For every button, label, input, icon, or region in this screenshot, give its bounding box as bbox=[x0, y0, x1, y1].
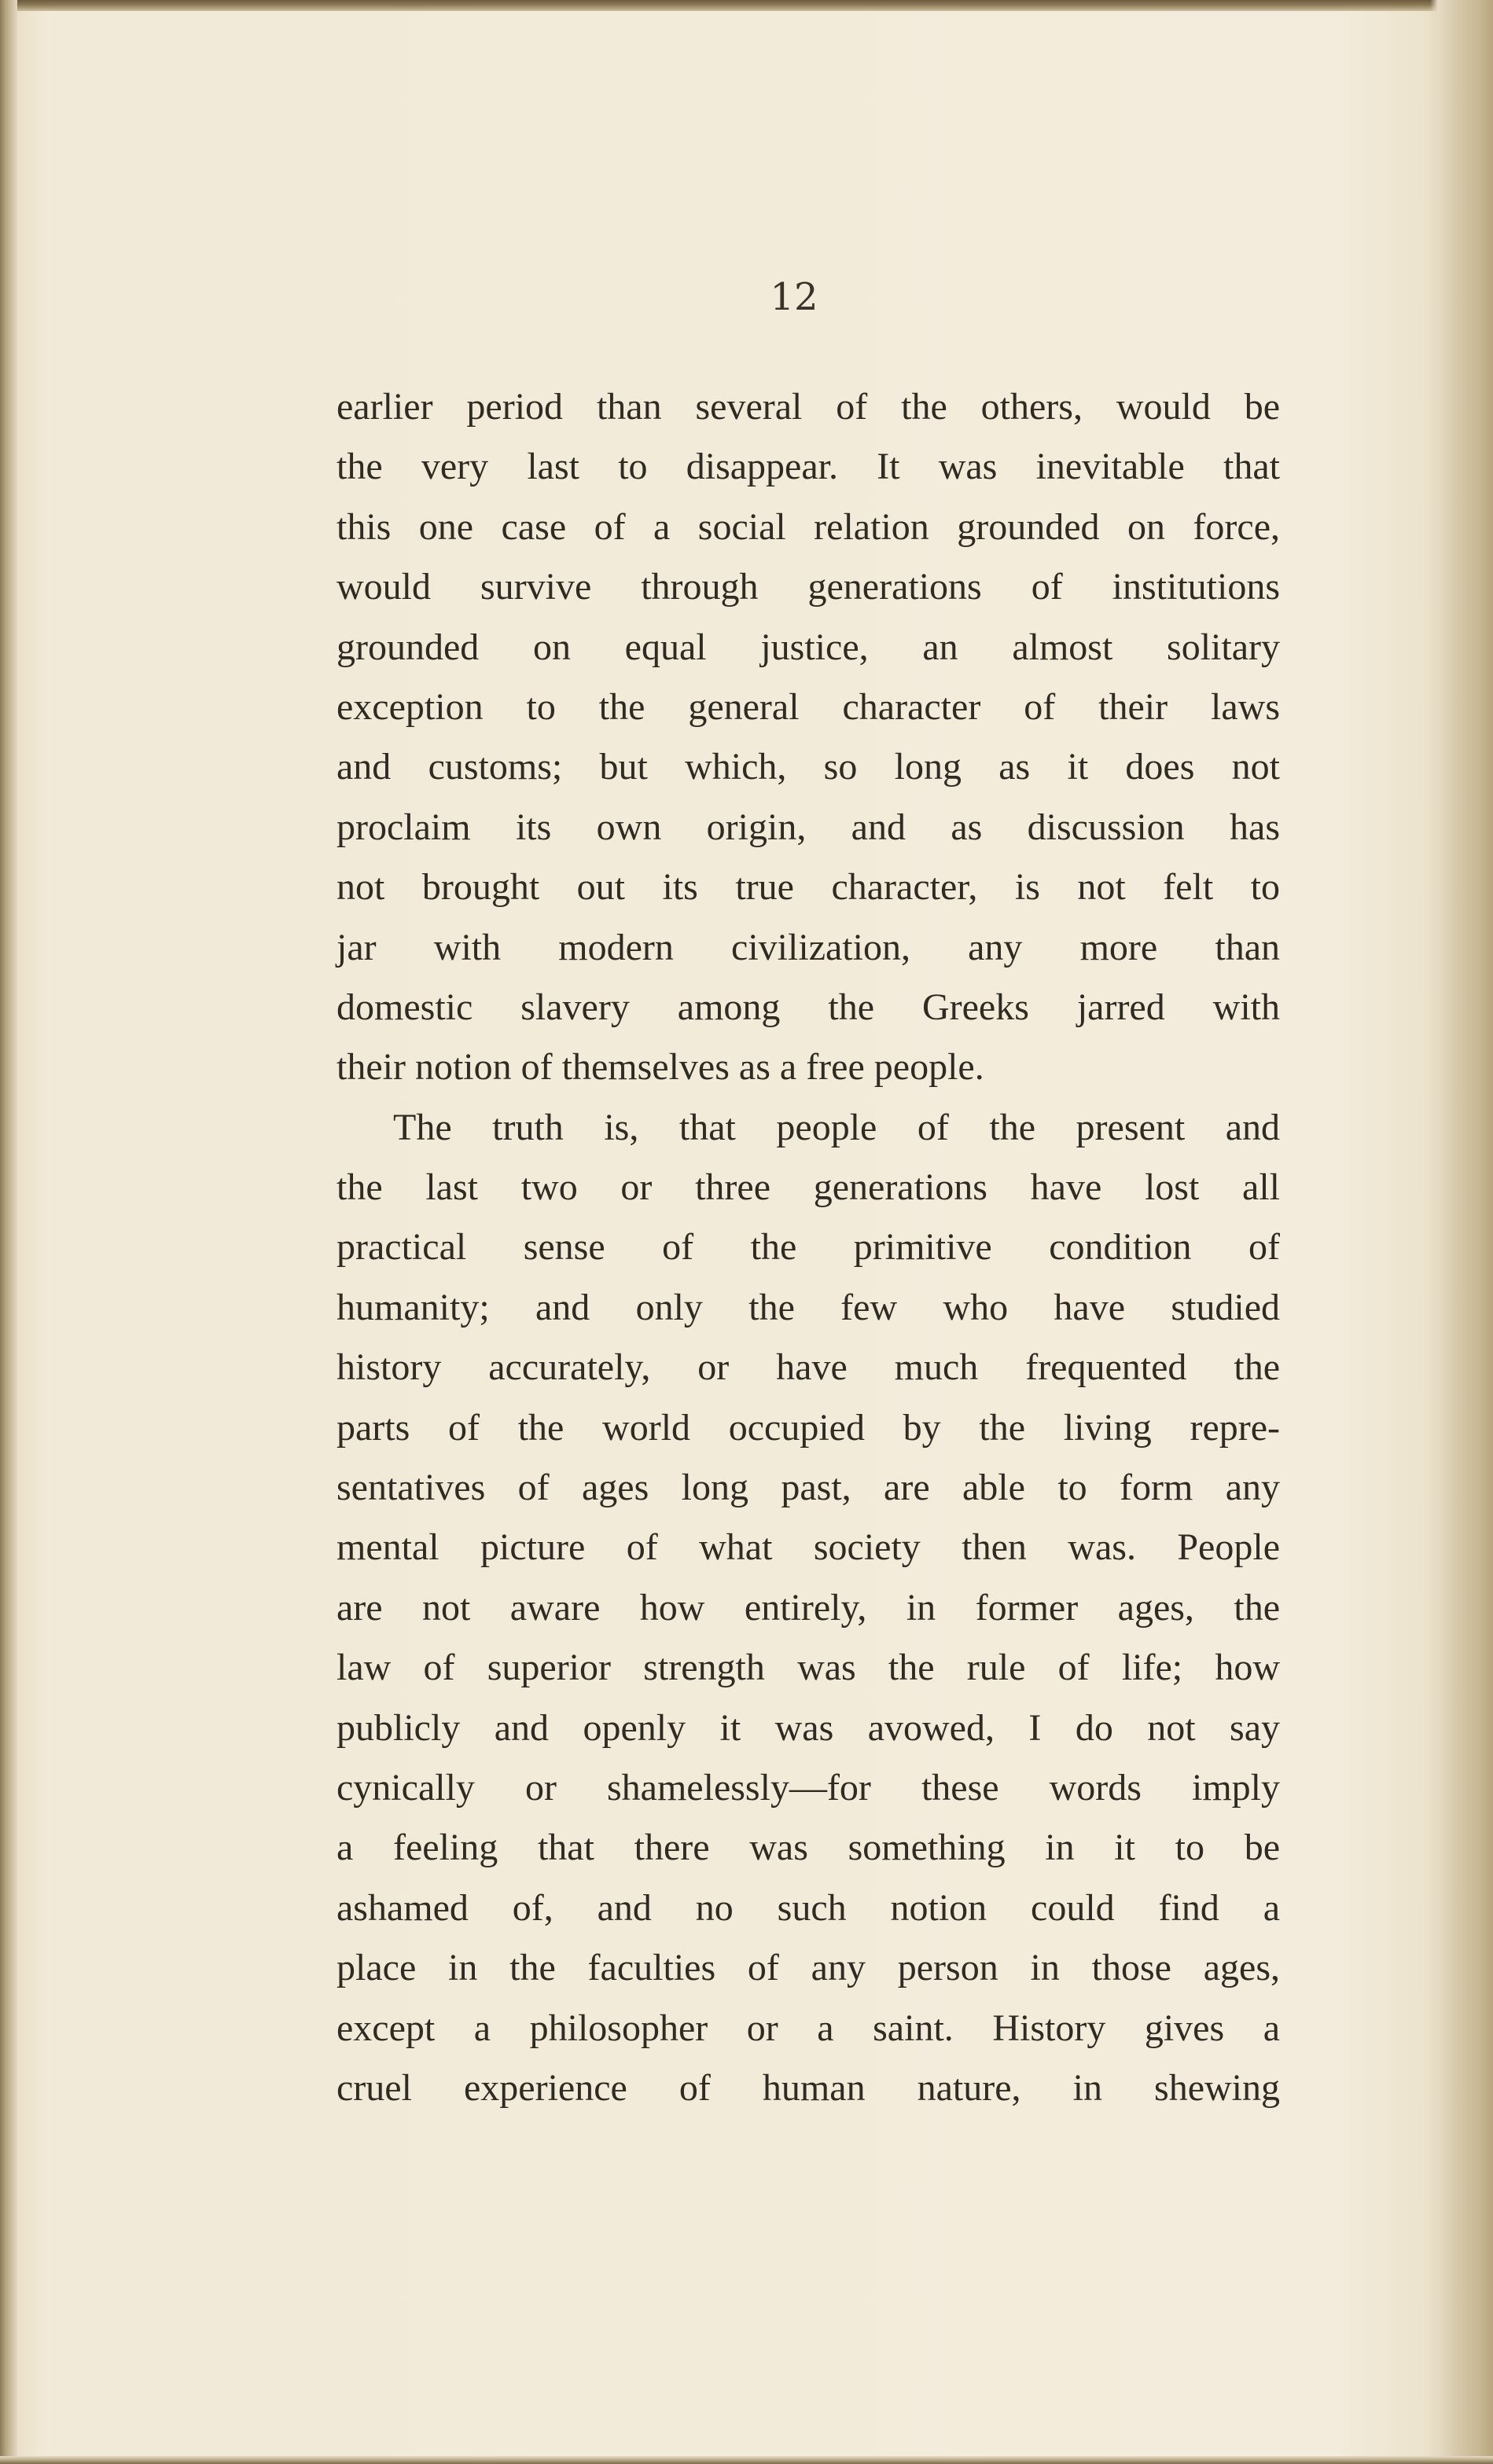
text-line: humanity; and only the few who have studied bbox=[336, 1286, 1280, 1328]
text-line: would survive through generations of institutions bbox=[336, 566, 1280, 608]
text-line: place in the faculties of any person in those ages, bbox=[336, 1947, 1280, 1989]
text-line: mental picture of what society then was. People bbox=[336, 1526, 1280, 1569]
text-line: exception to the general character of their laws bbox=[336, 685, 1280, 728]
text-line: grounded on equal justice, an almost solitary bbox=[336, 626, 1280, 668]
text-line: proclaim its own origin, and as discussion has bbox=[336, 806, 1280, 848]
text-line: domestic slavery among the Greeks jarred with bbox=[336, 986, 1280, 1028]
page-bottom-edge bbox=[0, 2456, 1493, 2464]
text-line: sentatives of ages long past, are able to form any bbox=[336, 1467, 1280, 1509]
text-line: earlier period than several of the others, would be bbox=[336, 386, 1280, 428]
text-line: ashamed of, and no such notion could find a bbox=[336, 1886, 1280, 1929]
text-line: and customs; but which, so long as it does not bbox=[336, 746, 1280, 788]
text-line: history accurately, or have much frequented the bbox=[336, 1346, 1280, 1389]
paragraph-2 bbox=[336, 1098, 1280, 2119]
text-line: practical sense of the primitive condition of bbox=[336, 1226, 1280, 1269]
text-line: except a philosopher or a saint. History gives a bbox=[336, 2007, 1280, 2049]
text-line: The truth is, that people of the present and bbox=[393, 1106, 1280, 1148]
text-line: the last two or three generations have lost all bbox=[336, 1166, 1280, 1209]
text-line: not brought out its true character, is not felt to bbox=[336, 866, 1280, 909]
page-left-edge bbox=[0, 0, 17, 2464]
text-line: their notion of themselves as a free people. bbox=[336, 1046, 984, 1089]
text-line: a feeling that there was something in it to be bbox=[336, 1827, 1280, 1869]
text-line: parts of the world occupied by the living repre- bbox=[336, 1406, 1280, 1449]
text-line: cruel experience of human nature, in shewing bbox=[336, 2066, 1280, 2109]
text-line: are not aware how entirely, in former ages, the bbox=[336, 1586, 1280, 1629]
page-number: 12 bbox=[770, 275, 818, 319]
text-line: jar with modern civilization, any more than bbox=[336, 926, 1280, 968]
text-line: this one case of a social relation grounded on force, bbox=[336, 505, 1280, 548]
body-text bbox=[336, 377, 1280, 2118]
text-line: cynically or shamelessly—for these words imply bbox=[336, 1766, 1280, 1809]
page-top-edge bbox=[0, 0, 1493, 11]
paragraph-1 bbox=[336, 377, 1280, 1098]
text-line: law of superior strength was the rule of life; how bbox=[336, 1647, 1280, 1689]
page-binding-fold bbox=[1430, 0, 1493, 2464]
text-line: publicly and openly it was avowed, I do not say bbox=[336, 1706, 1280, 1749]
text-line: the very last to disappear. It was inevitable that bbox=[336, 446, 1280, 488]
